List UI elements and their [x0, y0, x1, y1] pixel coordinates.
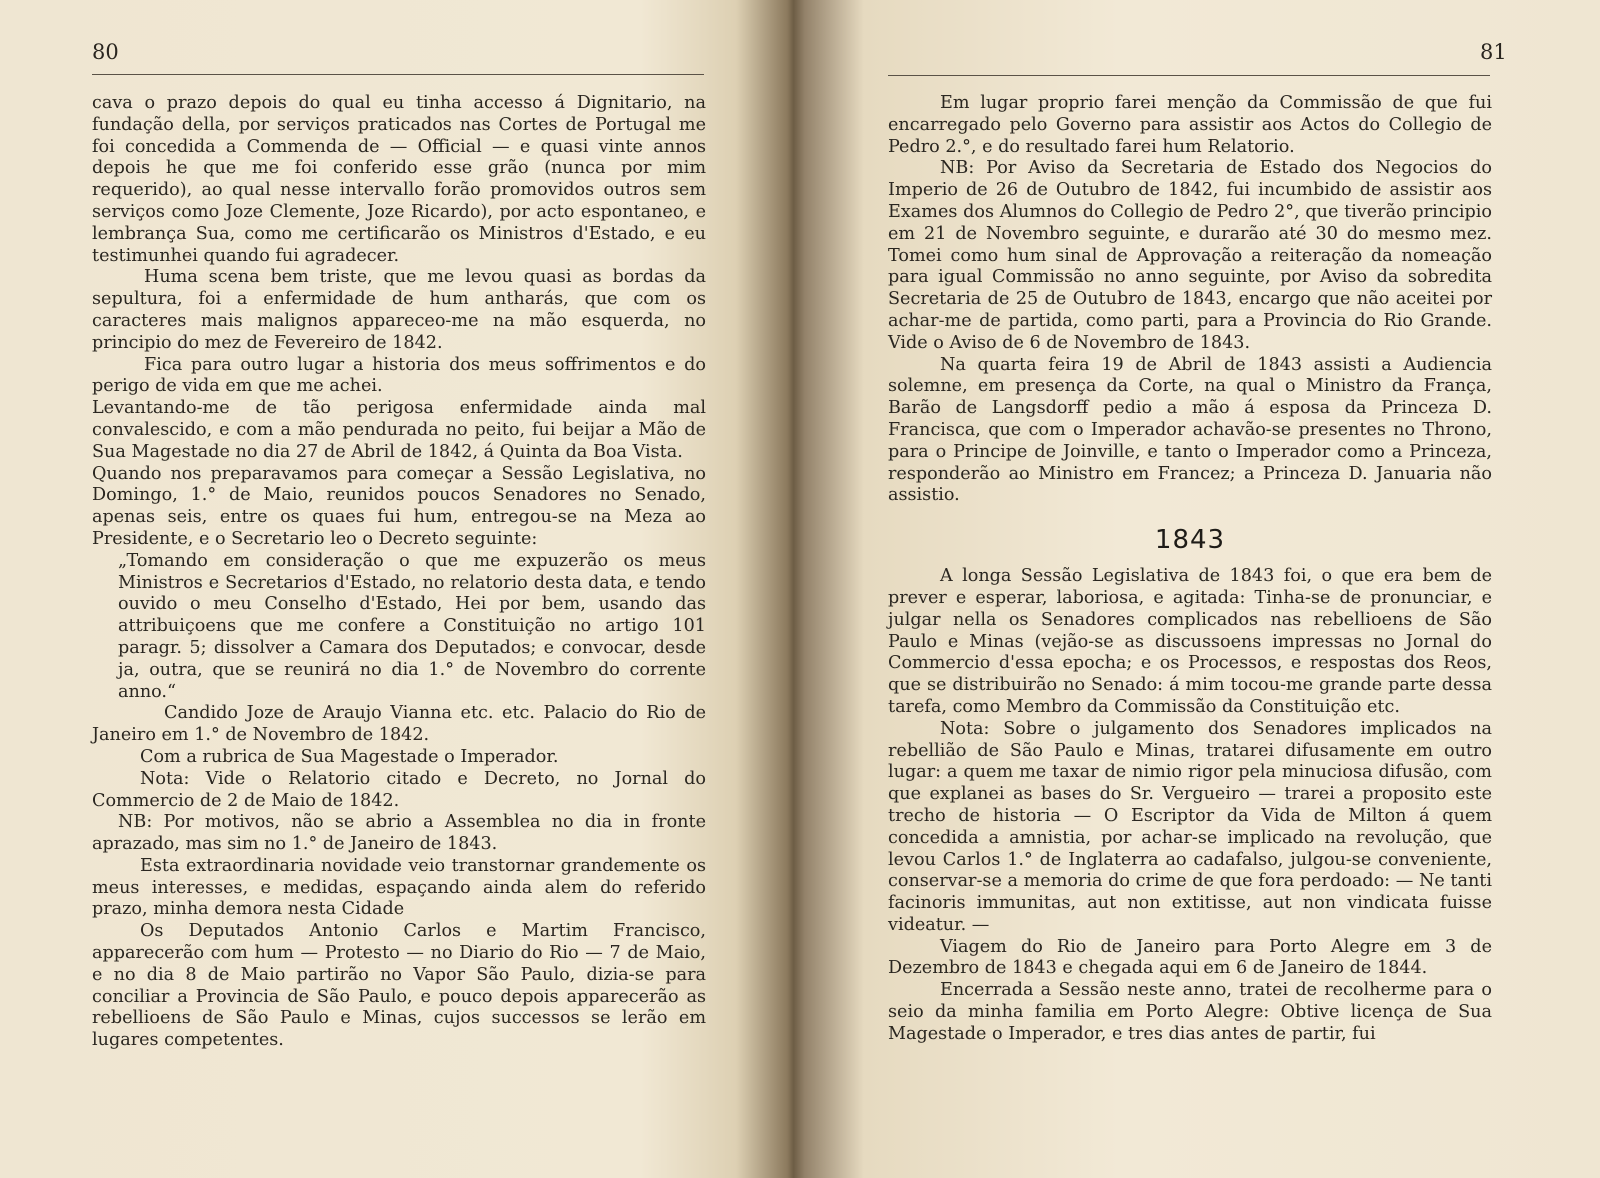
paragraph: NB: Por motivos, não se abrio a Assemblea no dia in fronte aprazado, mas sim no 1.° de Janeiro de 1843.	[92, 812, 706, 855]
year-heading: 1843	[1154, 525, 1226, 556]
paragraph: Fica para outro lugar a historia dos meus soffrimentos e do perigo de vida em que me achei.	[92, 354, 706, 397]
page-number: 81	[1480, 40, 1507, 64]
right-page	[800, 0, 1600, 1178]
paragraph: cava o prazo depois do qual eu tinha accesso á Dignitario, na fundação della, por serviços praticados nas Cortes de Portugal me foi concedida a Commenda de — Official — e quasi vinte annos depois he que me foi conferido esse grão (nunca por mim requerido), ao qual nesse intervallo forão promovidos outros sem serviços como Joze Clemente, Joze Ricardo), por acto espontaneo, e lembrança Sua, como me certificarão os Ministros d'Estado, e eu testimunhei quando fui agradecer.	[92, 93, 706, 266]
paragraph: Huma scena bem triste, que me levou quasi as bordas da sepultura, foi a enfermidade de hum antharás, que com os caracteres mais malignos appareceo-me na mão esquerda, no principio do mez de Fevereiro de 1842.	[92, 267, 706, 353]
paragraph: Encerrada a Sessão neste anno, tratei de recolherme para o seio da minha familia em Porto Alegre: Obtive licença de Sua Magestade o Imperador, e tres dias antes de partir, fui	[888, 980, 1492, 1044]
left-page	[0, 0, 780, 1178]
paragraph: Viagem do Rio de Janeiro para Porto Alegre em 3 de Dezembro de 1843 e chegada aqui em 6 de Janeiro de 1844.	[888, 936, 1492, 979]
paragraph: Candido Joze de Araujo Vianna etc. etc. Palacio do Rio de Janeiro em 1.° de Novembro de 1842.	[92, 703, 706, 746]
paragraph: A longa Sessão Legislativa de 1843 foi, o que era bem de prever e esperar, laboriosa, e agitada: Tinha-se de pronunciar, e julgar nella os Senadores complicados nas rebellioens de São Paulo e Minas (vejão-se as discussoens impressas no Jornal do Commercio d'essa epocha; e os Processos, e respostas dos Reos, que se distribuirão no Senado: á mim tocou-me grande parte dessa tarefa, como Membro da Commissão da Constituição etc.	[888, 566, 1492, 717]
paragraph: Nota: Vide o Relatorio citado e Decreto, no Jornal do Commercio de 2 de Maio de 1842.	[92, 768, 706, 811]
paragraph: Nota: Sobre o julgamento dos Senadores implicados na rebellião de São Paulo e Minas, tratarei difusamente em outro lugar: a quem me taxar de nimio rigor pela minuciosa difusão, com que explanei as bases do Sr. Vergueiro — trarei a proposito este trecho de historia — O Escriptor da Vida de Milton á quem concedida a amnistia, por achar-se implicado na revolução, que levou Carlos 1.° de Inglaterra ao cadafalso, julgou-se conveniente, conservar-se a memoria do crime de que fora perdoado: — Ne tanti facinoris immunitas, aut non extitisse, aut non vindicata fuisse videatur. —	[888, 718, 1492, 935]
decree-quote: „Tomando em consideração o que me expuzerão os meus Ministros e Secretarios d'Estado, no relatorio desta data, e tendo ouvido o meu Conselho d'Estado, Hei por bem, usando das attribuiçoens que me confere a Constituição no artigo 101 paragr. 5; dissolver a Camara dos Deputados; e convocar, desde ja, outra, que se reunirá no dia 1.° de Novembro do corrente anno.“	[118, 550, 706, 702]
paragraph: NB: Por Aviso da Secretaria de Estado dos Negocios do Imperio de 26 de Outubro de 1842, fui incumbido de assistir aos Exames dos Alumnos do Collegio de Pedro 2°, que tiverão principio em 21 de Novembro seguinte, e durarão até 30 do mesmo mez. Tomei como hum sinal de Approvação a reiteração da nomeação para igual Commissão no anno seguinte, por Aviso da sobredita Secretaria de 25 de Outubro de 1843, encargo que não aceitei por achar-me de partida, como parti, para a Provincia do Rio Grande. Vide o Aviso de 6 de Novembro de 1843.	[888, 158, 1492, 353]
page-number: 80	[92, 40, 119, 64]
paragraph: Os Deputados Antonio Carlos e Martim Francisco, apparecerão com hum — Protesto — no Diario do Rio — 7 de Maio, e no dia 8 de Maio partirão no Vapor São Paulo, dizia-se para conciliar a Provincia de São Paulo, e pouco depois apparecerão as rebellioens de São Paulo e Minas, cujos successos se lerão em lugares competentes.	[92, 921, 706, 1051]
paragraph: Esta extraordinaria novidade veio transtornar grandemente os meus interesses, e medidas, espaçando ainda alem do referido prazo, minha demora nesta Cidade	[92, 855, 706, 920]
paragraph: Levantando-me de tão perigosa enfermidade ainda mal convalescido, e com a mão pendurada no peito, fui beijar a Mão de Sua Magestade no dia 27 de Abril de 1842, á Quinta da Boa Vista.	[92, 398, 706, 462]
header-rule	[888, 75, 1490, 76]
paragraph: Na quarta feira 19 de Abril de 1843 assisti a Audiencia solemne, em presença da Corte, na qual o Ministro da França, Barão de Langsdorff pedio a mão á esposa da Princeza D. Francisca, que com o Imperador achavão-se presentes no Throno, para o Principe de Joinville, e tanto o Imperador como a Princeza, responderão ao Ministro em Francez; a Princeza D. Januaria não assistio.	[888, 354, 1492, 506]
page-text	[92, 93, 706, 1052]
paragraph: Com a rubrica de Sua Magestade o Imperador.	[140, 746, 559, 767]
header-rule	[92, 74, 704, 75]
paragraph: Quando nos preparavamos para começar a Sessão Legislativa, no Domingo, 1.° de Maio, reunidos poucos Senadores no Senado, apenas seis, entre os quaes fui hum, entregou-se na Meza ao Presidente, e o Secretario leo o Decreto seguinte:	[92, 463, 706, 549]
page-text	[888, 93, 1492, 1046]
paragraph: Em lugar proprio farei menção da Commissão de que fui encarregado pelo Governo para assistir aos Actos do Collegio de Pedro 2.°, e do resultado farei hum Relatorio.	[888, 93, 1492, 157]
